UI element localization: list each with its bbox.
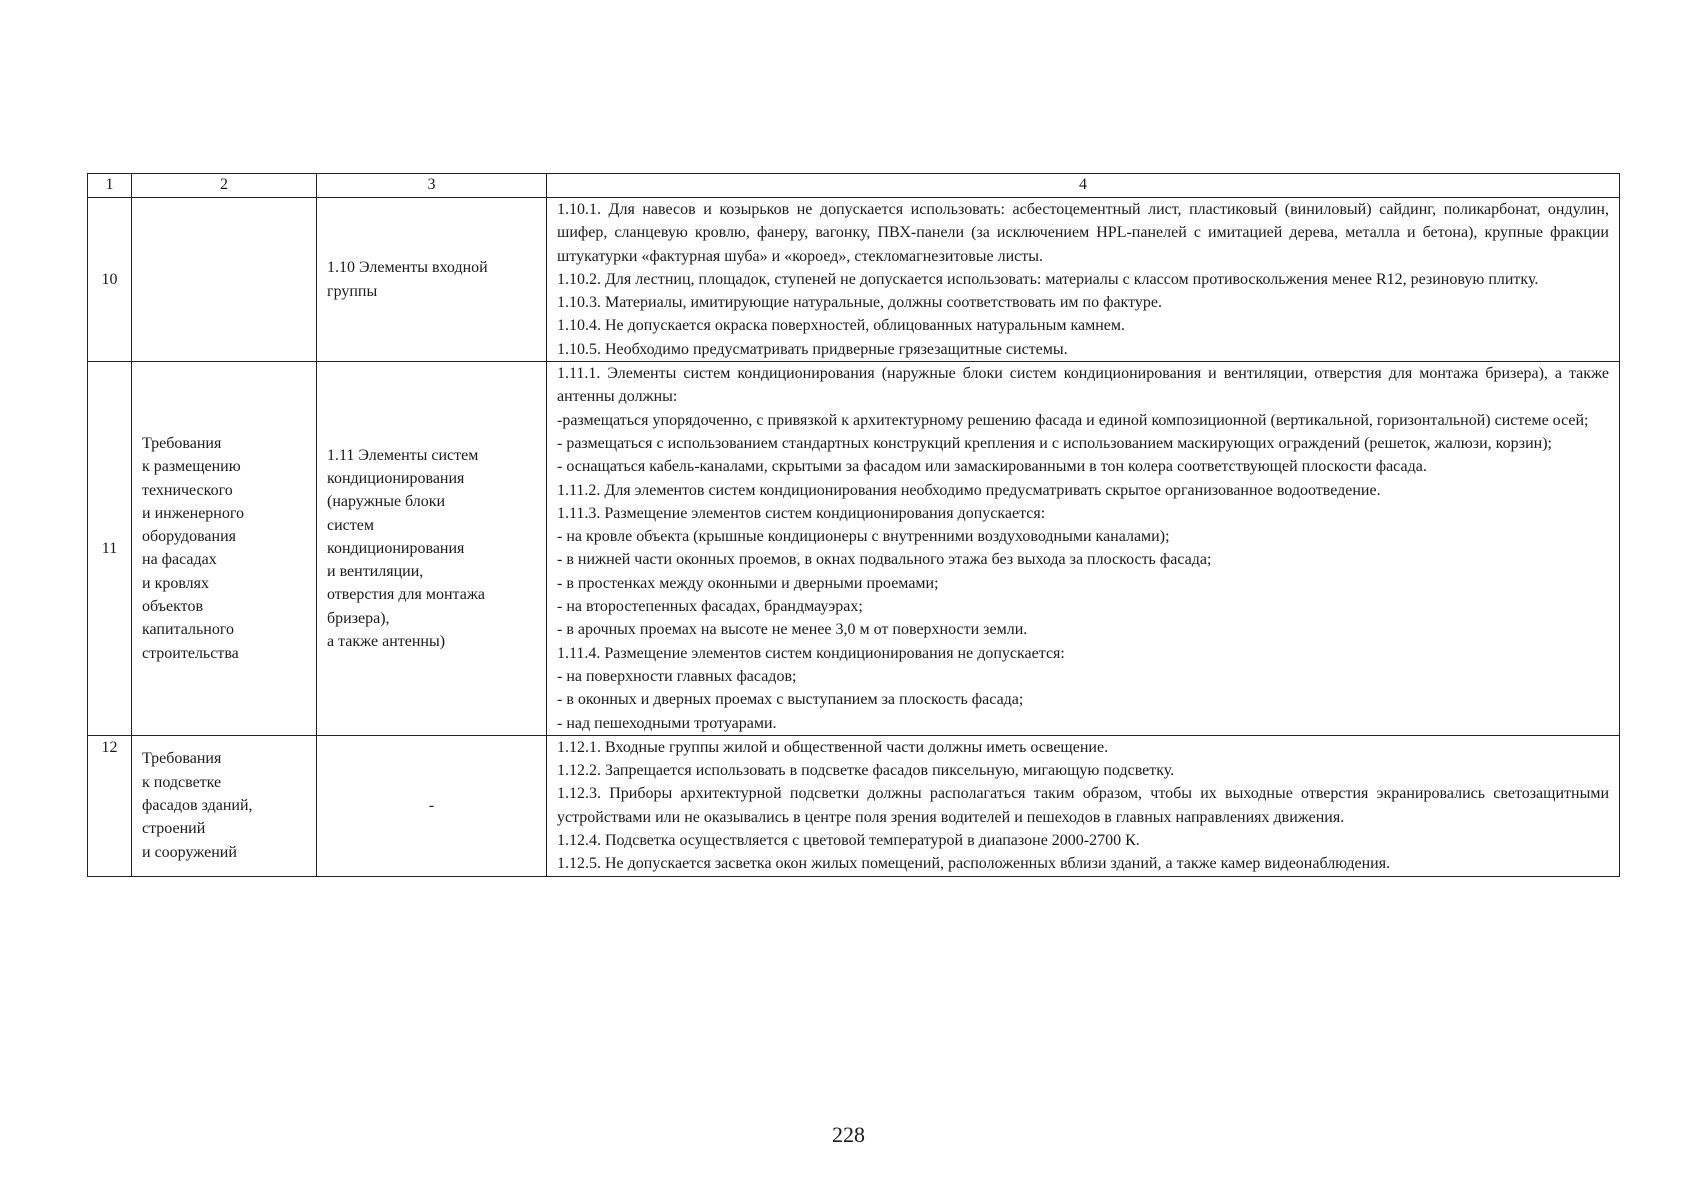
table-header-row <box>88 174 1620 198</box>
element-cell <box>317 198 547 362</box>
category-line: строений <box>142 820 206 838</box>
category-line: объектов <box>142 598 204 616</box>
requirement-item: 1.12.5. Не допускается засветка окон жилых помещений, расположенных вблизи зданий, а также камер видеонаблюдения. <box>557 855 1391 873</box>
element-line: систем <box>327 516 374 534</box>
category-line: к размещению <box>142 458 241 476</box>
requirement-item: 1.11.2. Для элементов систем кондиционирования необходимо предусматривать скрытое организованное водоотведение. <box>557 481 1381 499</box>
element-line: кондиционирования <box>327 469 465 487</box>
requirement-item: - в арочных проемах на высоте не менее 3,0 м от поверхности земли. <box>557 621 1028 639</box>
requirement-item: 1.12.2. Запрещается использовать в подсветке фасадов пиксельную, мигающую подсветку. <box>557 762 1175 780</box>
element-line: бризера), <box>327 609 390 627</box>
element-cell <box>317 362 547 736</box>
requirements-table <box>87 173 1620 877</box>
requirement-item: 1.10.4. Не допускается окраска поверхностей, облицованных натуральным камнем. <box>557 317 1126 335</box>
requirement-item: - над пешеходными тротуарами. <box>557 714 777 732</box>
requirement-item: 1.10.3. Материалы, имитирующие натуральные, должны соответствовать им по фактуре. <box>557 294 1162 312</box>
element-cell <box>317 735 547 876</box>
category-line: капитального <box>142 621 234 639</box>
category-line: фасадов зданий, <box>142 797 253 815</box>
element-line: отверстия для монтажа <box>327 586 485 604</box>
element-line: кондиционирования <box>327 539 465 557</box>
page-number: 228 <box>832 1122 865 1147</box>
row-number: 11 <box>88 362 132 736</box>
requirement-item: - в простенках между оконными и дверными проемами; <box>557 574 939 592</box>
category-line: строительства <box>142 644 239 662</box>
category-line: и сооружений <box>142 843 237 861</box>
requirement-item: 1.12.4. Подсветка осуществляется с цветовой температурой в диапазоне 2000-2700 К. <box>557 832 1140 850</box>
row-number: 12 <box>88 735 132 876</box>
requirement-item: - в оконных и дверных проемах с выступанием за плоскость фасада; <box>557 691 1024 709</box>
element-line: (наружные блоки <box>327 493 446 511</box>
category-line: на фасадах <box>142 551 217 569</box>
element-line: 1.10 Элементы входной <box>327 259 488 277</box>
requirement-item: - на кровле объекта (крышные кондиционеры с внутренними воздуховодными каналами); <box>557 528 1170 546</box>
header-col-3: 3 <box>317 174 547 198</box>
element-line: группы <box>327 282 378 300</box>
element-line: - <box>428 797 435 815</box>
category-cell <box>132 198 317 362</box>
category-line: и кровлях <box>142 574 210 592</box>
table-row-12 <box>88 735 1620 876</box>
requirement-item: - оснащаться кабель-каналами, скрытыми за фасадом или замаскированными в тон колера соответствующей плоскости фасада. <box>557 458 1427 476</box>
requirement-item: - размещаться с использованием стандартных конструкций крепления и с использованием маскирующих ограждений (решеток, жалюзи, корзин); <box>557 434 1552 452</box>
requirement-item: 1.11.3. Размещение элементов систем кондиционирования допускается: <box>557 504 1046 522</box>
table-row-10 <box>88 198 1620 362</box>
requirement-item: 1.10.2. Для лестниц, площадок, ступеней не допускается использовать: материалы с классом противоскольжения менее R12, резиновую плитку. <box>557 270 1539 288</box>
element-line: и вентиляции, <box>327 563 424 581</box>
requirement-item: 1.12.3. Приборы архитектурной подсветки должны располагаться таким образом, чтобы их выходные отверстия экранировались светозащитными устройствами или не оказывались в центре поля зрения водителей и пешеходов в главных направлениях движения. <box>557 785 1609 826</box>
requirement-item: 1.10.1. Для навесов и козырьков не допускается использовать: асбестоцементный лист, пластиковый (виниловый) сайдинг, поликарбонат, ондулин, шифер, сланцевую кровлю, фанеру, вагонку, ПВХ-панели (за исключением HPL-панелей с имитацией дерева, металла и бетона), крупные фракции штукатурки «фактурная шуба» и «короед», стекломагнезитовые листы. <box>557 201 1609 265</box>
header-col-4: 4 <box>547 174 1620 198</box>
requirements-cell <box>547 362 1620 736</box>
table-row-11 <box>88 362 1620 736</box>
requirement-item: 1.11.4. Размещение элементов систем кондиционирования не допускается: <box>557 644 1065 662</box>
requirement-item: - на второстепенных фасадах, брандмауэрах; <box>557 598 863 616</box>
requirement-item: -размещаться упорядоченно, с привязкой к архитектурному решению фасада и единой композиционной (вертикальной, горизонтальной) системе осей; <box>557 411 1589 429</box>
requirements-cell <box>547 735 1620 876</box>
header-col-2: 2 <box>132 174 317 198</box>
requirement-item: 1.10.5. Необходимо предусматривать придверные грязезащитные системы. <box>557 340 1068 358</box>
requirement-item: 1.11.1. Элементы систем кондиционирования (наружные блоки систем кондиционирования и вентиляции, отверстия для монтажа бризера), а также антенны должны: <box>557 365 1609 406</box>
element-line: 1.11 Элементы систем <box>327 446 479 464</box>
category-line: Требования <box>142 434 222 452</box>
category-line: технического <box>142 481 233 499</box>
category-line: к подсветке <box>142 773 222 791</box>
requirement-item: - в нижней части оконных проемов, в окнах подвального этажа без выхода за плоскость фасада; <box>557 551 1212 569</box>
category-line: оборудования <box>142 528 236 546</box>
category-cell <box>132 735 317 876</box>
category-line: Требования <box>142 750 222 768</box>
row-number: 10 <box>88 198 132 362</box>
requirement-item: 1.12.1. Входные группы жилой и общественной части должны иметь освещение. <box>557 738 1109 756</box>
requirement-item: - на поверхности главных фасадов; <box>557 667 797 685</box>
requirements-cell <box>547 198 1620 362</box>
category-cell <box>132 362 317 736</box>
header-col-1: 1 <box>88 174 132 198</box>
element-line: а также антенны) <box>327 632 446 650</box>
category-line: и инженерного <box>142 504 245 522</box>
